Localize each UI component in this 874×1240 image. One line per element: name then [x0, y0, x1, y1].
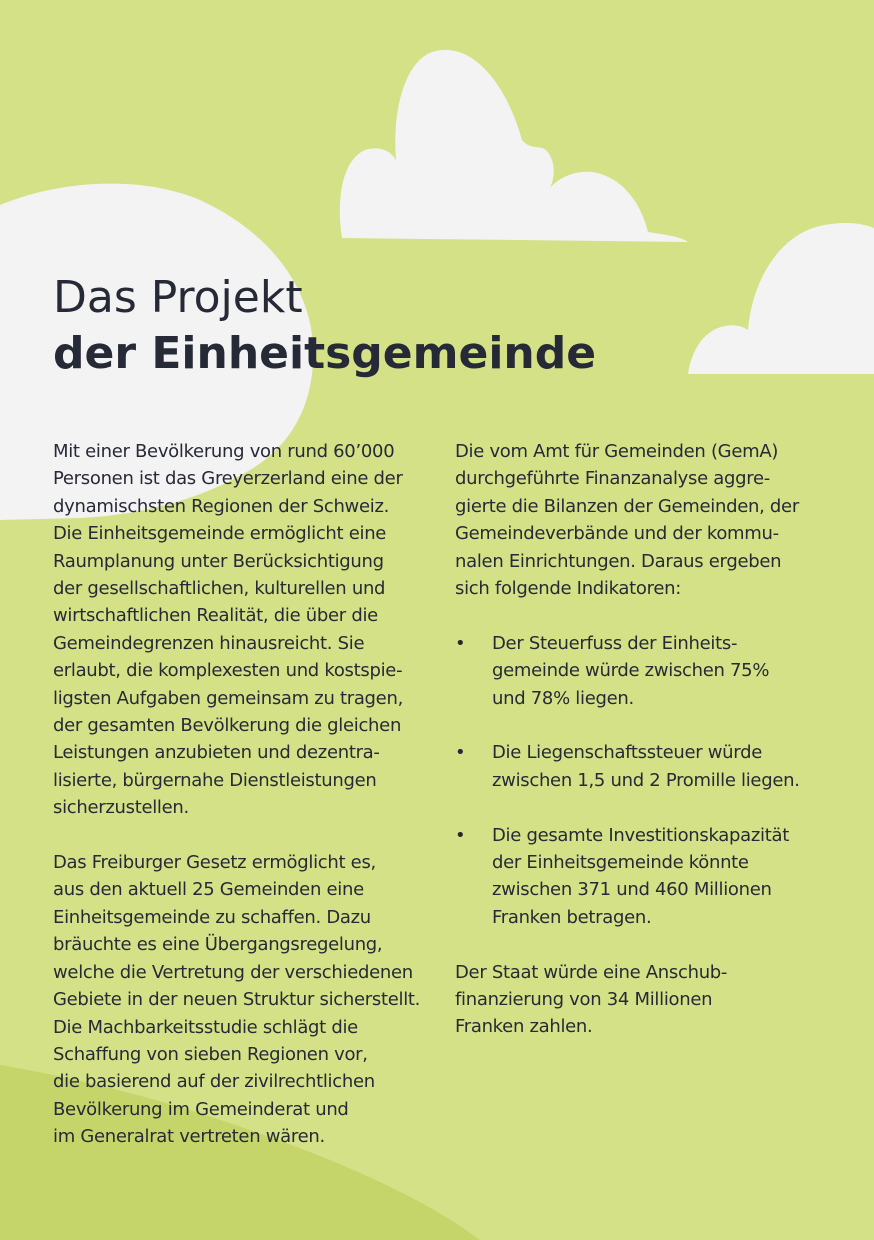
- text-line: nalen Einrichtungen. Daraus ergeben: [455, 550, 782, 572]
- text-line: der gesellschaftlichen, kulturellen und: [53, 578, 386, 600]
- bullet-icon: •: [455, 824, 466, 846]
- text-line: Mit einer Bevölkerung von rund 60’000: [53, 441, 395, 462]
- text-line: zwischen 371 und 460 Millionen: [492, 879, 772, 901]
- text-line: lisierte, bürgernahe Dienstleistungen: [53, 769, 377, 791]
- text-line: Personen ist das Greyerzerland eine der: [53, 468, 403, 490]
- cloud-top: [340, 50, 688, 242]
- text-line: der Einheitsgemeinde könnte: [492, 852, 749, 874]
- right-column: [455, 438, 815, 1041]
- text-line: die basierend auf der zivilrechtlichen: [53, 1071, 375, 1093]
- text-line: Leistungen anzubieten und dezentra-: [53, 742, 380, 764]
- text-line: dynamischsten Regionen der Schweiz.: [53, 495, 390, 517]
- text-line: Die Einheitsgemeinde ermöglicht eine: [53, 523, 387, 545]
- text-line: Einheitsgemeinde zu schaffen. Dazu: [53, 906, 371, 928]
- text-line: Franken betragen.: [492, 906, 652, 928]
- paragraph-law: [53, 849, 428, 1150]
- text-line: erlaubt, die komplexesten und kostspie-: [53, 660, 403, 682]
- text-line: der gesamten Bevölkerung die gleichen: [53, 715, 402, 737]
- text-line: durchgeführte Finanzanalyse aggre-: [455, 468, 770, 490]
- page-title: [53, 272, 596, 384]
- bullet-item-investment: [455, 822, 815, 932]
- paragraph-state-funding: [455, 959, 815, 1041]
- paragraph-population: [53, 438, 428, 822]
- text-line: sicherzustellen.: [53, 797, 189, 819]
- paragraph-gap: [455, 602, 815, 629]
- text-line: Bevölkerung im Gemeinderat und: [53, 1098, 349, 1120]
- text-line: Die Machbarkeitsstudie schlägt die: [53, 1016, 358, 1038]
- text-line: finanzierung von 34 Millionen: [455, 989, 713, 1011]
- text-line: Gemeindeverbände und der kommu-: [455, 523, 779, 545]
- text-line: Der Staat würde eine Anschub-: [455, 961, 728, 983]
- text-line: zwischen 1,5 und 2 Promille liegen.: [492, 769, 800, 791]
- text-line: Das Freiburger Gesetz ermöglicht es,: [53, 852, 376, 874]
- text-line: im Generalrat vertreten wären.: [53, 1126, 325, 1148]
- bullet-icon: •: [455, 742, 466, 764]
- text-line: Schaffung von sieben Regionen vor,: [53, 1043, 368, 1065]
- text-line: wirtschaftlichen Realität, die über die: [53, 605, 378, 627]
- cloud-right: [688, 223, 874, 374]
- left-column: [53, 438, 428, 1151]
- title-line-1: Das Projekt: [53, 272, 303, 323]
- bullet-item-property-tax: [455, 739, 815, 794]
- text-line: und 78% liegen.: [492, 687, 634, 709]
- text-line: sich folgende Indikatoren:: [455, 578, 681, 600]
- text-line: welche die Vertretung der verschiedenen: [53, 961, 413, 983]
- text-line: Gemeindegrenzen hinausreicht. Sie: [53, 632, 365, 654]
- text-line: aus den aktuell 25 Gemeinden eine: [53, 879, 364, 901]
- text-line: ligsten Aufgaben gemeinsam zu tragen,: [53, 687, 403, 709]
- text-line: bräuchte es eine Übergangsregelung,: [53, 934, 383, 956]
- text-line: gierte die Bilanzen der Gemeinden, der: [455, 495, 799, 517]
- paragraph-gap: [53, 822, 428, 849]
- text-line: Franken zahlen.: [455, 1016, 593, 1038]
- text-line: Der Steuerfuss der Einheits-: [492, 632, 738, 654]
- bullet-item-tax-rate: [455, 630, 815, 712]
- text-line: Raumplanung unter Berücksichtigung: [53, 550, 384, 572]
- text-line: Die gesamte Investitionskapazität: [492, 824, 789, 846]
- text-line: Die Liegenschaftssteuer würde: [492, 742, 762, 764]
- text-line: Die vom Amt für Gemeinden (GemA): [455, 441, 779, 462]
- text-line: Gebiete in der neuen Struktur sicherstellt.: [53, 989, 421, 1011]
- paragraph-finance-intro: [455, 438, 815, 602]
- title-line-2: der Einheitsgemeinde: [53, 328, 597, 379]
- text-line: gemeinde würde zwischen 75%: [492, 660, 770, 682]
- bullet-icon: •: [455, 632, 466, 654]
